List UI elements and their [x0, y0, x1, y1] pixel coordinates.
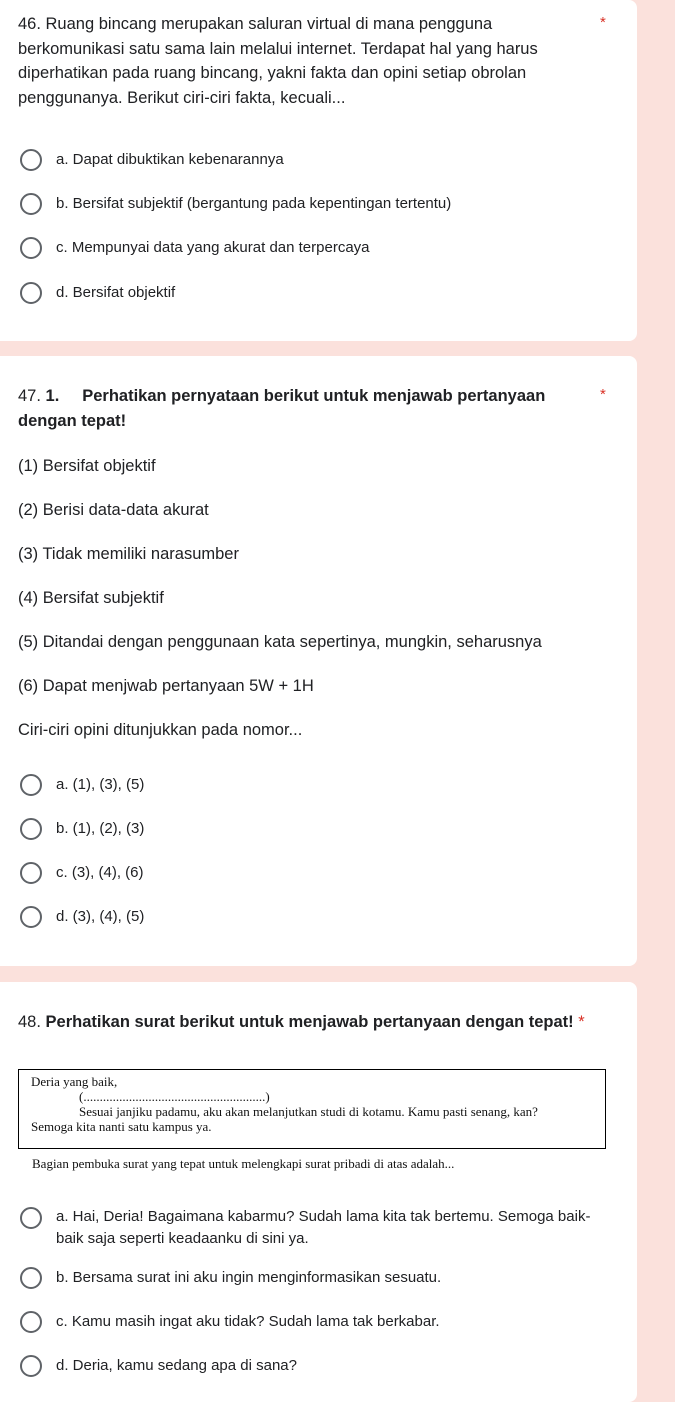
- statement-1: (1) Bersifat objektif: [18, 457, 156, 475]
- question-card-48: [0, 982, 637, 1402]
- letter-blank: (........................................................): [79, 1089, 270, 1104]
- required-asterisk: *: [600, 14, 606, 31]
- radio-circle-icon[interactable]: [20, 1355, 42, 1377]
- radio-circle-icon[interactable]: [20, 862, 42, 884]
- statement-5: (5) Ditandai dengan penggunaan kata sepertinya, mungkin, seharusnya: [18, 633, 542, 651]
- option-a[interactable]: [20, 149, 596, 171]
- option-b[interactable]: [20, 818, 596, 840]
- letter-caption: Bagian pembuka surat yang tepat untuk melengkapi surat pribadi di atas adalah...: [32, 1156, 455, 1171]
- statement-2: (2) Berisi data-data akurat: [18, 501, 209, 519]
- radio-circle-icon[interactable]: [20, 1207, 42, 1229]
- option-d[interactable]: [20, 906, 596, 928]
- option-label: c. Kamu masih ingat aku tidak? Sudah lama tak berkabar.: [56, 1313, 440, 1330]
- radio-circle-icon[interactable]: [20, 237, 42, 259]
- radio-circle-icon[interactable]: [20, 193, 42, 215]
- option-label: c. Mempunyai data yang akurat dan terpercaya: [56, 239, 370, 256]
- question-number: 47.: [18, 387, 41, 405]
- option-label: d. (3), (4), (5): [56, 908, 145, 925]
- question-number: 48.: [18, 1013, 41, 1031]
- option-label: b. Bersama surat ini aku ingin menginformasikan sesuatu.: [56, 1269, 442, 1286]
- radio-circle-icon[interactable]: [20, 818, 42, 840]
- statement-6: (6) Dapat menjwab pertanyaan 5W + 1H: [18, 677, 314, 695]
- letter-closing: Semoga kita nanti satu kampus ya.: [31, 1119, 212, 1134]
- option-label: b. (1), (2), (3): [56, 820, 145, 837]
- letter-greeting: Deria yang baik,: [31, 1074, 118, 1089]
- option-label: b. Bersifat subjektif (bergantung pada kepentingan tertentu): [56, 195, 452, 212]
- option-c[interactable]: [20, 862, 596, 884]
- option-label: a. Dapat dibuktikan kebenarannya: [56, 151, 284, 168]
- option-label: d. Deria, kamu sedang apa di sana?: [56, 1357, 297, 1374]
- question-title: [18, 1010, 618, 1035]
- question-card-46: [0, 0, 637, 341]
- option-a[interactable]: [20, 774, 596, 796]
- option-d[interactable]: [20, 1355, 596, 1377]
- radio-circle-icon[interactable]: [20, 906, 42, 928]
- radio-circle-icon[interactable]: [20, 282, 42, 304]
- question-card-47: [0, 356, 637, 966]
- radio-circle-icon[interactable]: [20, 1267, 42, 1289]
- question-heading: Perhatikan surat berikut untuk menjawab pertanyaan dengan tepat!: [45, 1013, 574, 1031]
- option-b[interactable]: [20, 1267, 596, 1289]
- option-label: c. (3), (4), (6): [56, 864, 144, 881]
- question-title: [18, 384, 578, 433]
- question-heading: 1. Perhatikan pernyataan berikut untuk menjawab pertanyaan dengan tepat!: [18, 387, 550, 430]
- option-label: d. Bersifat objektif: [56, 284, 176, 301]
- statement-4: (4) Bersifat subjektif: [18, 589, 164, 607]
- option-d[interactable]: [20, 282, 596, 304]
- letter-image: [18, 1069, 606, 1149]
- option-c[interactable]: [20, 1311, 596, 1333]
- question-title: 46. Ruang bincang merupakan saluran virtual di mana pengguna berkomunikasi satu sama lain melalui internet. Terdapat hal yang harus diperhatikan pada ruang bincang, yakni fakta dan opini setiap obrolan penggunanya. Berikut ciri-ciri fakta, kecuali...: [18, 15, 538, 107]
- question-prompt: Ciri-ciri opini ditunjukkan pada nomor...: [18, 721, 303, 739]
- statement-3: (3) Tidak memiliki narasumber: [18, 545, 239, 563]
- required-asterisk: *: [600, 386, 606, 403]
- option-a[interactable]: [20, 1206, 596, 1250]
- radio-circle-icon[interactable]: [20, 149, 42, 171]
- letter-body: Sesuai janjiku padamu, aku akan melanjutkan studi di kotamu. Kamu pasti senang, kan?: [79, 1104, 538, 1119]
- option-b[interactable]: [20, 193, 596, 215]
- option-c[interactable]: [20, 237, 596, 259]
- radio-circle-icon[interactable]: [20, 774, 42, 796]
- required-asterisk: *: [578, 1013, 585, 1031]
- radio-circle-icon[interactable]: [20, 1311, 42, 1333]
- option-label: a. (1), (3), (5): [56, 776, 145, 793]
- option-label: a. Hai, Deria! Bagaimana kabarmu? Sudah lama kita tak bertemu. Semoga baik-baik saja seperti keadaanku di sini ya.: [56, 1208, 591, 1247]
